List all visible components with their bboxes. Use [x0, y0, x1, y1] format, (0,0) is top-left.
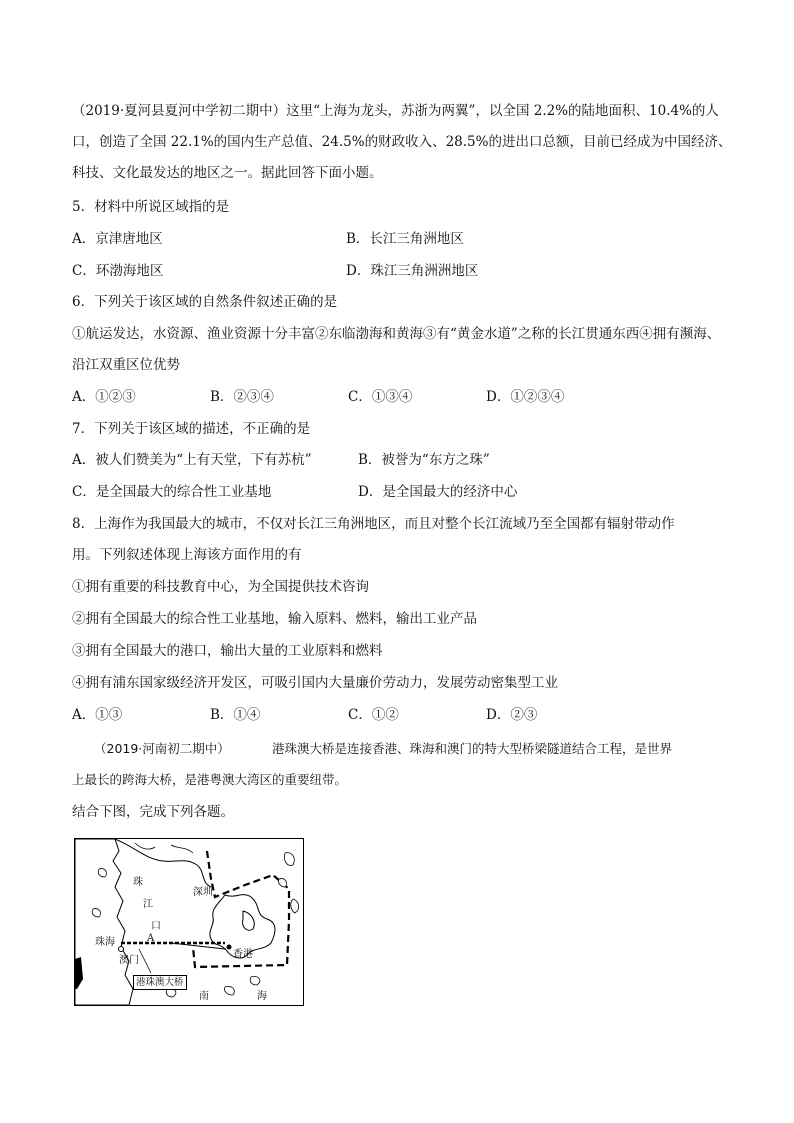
passage2-text-line-1: 港珠澳大桥是连接香港、珠海和澳门的特大型桥梁隧道结合工程，是世界 — [272, 741, 673, 756]
q6-statements-line-1: ①航运发达，水资源、渔业资源十分丰富②东临渤海和黄海③有“黄金水道”之称的长江贯通东西④拥有濒海、 — [72, 326, 721, 342]
q5-option-d[interactable]: D．珠江三角洲洲地区 — [346, 263, 479, 279]
q8-item-3: ③拥有全国最大的港口，输出大量的工业原料和燃料 — [72, 643, 383, 659]
q7-option-a[interactable]: A．被人们赞美为“上有天堂，下有苏杭” — [72, 452, 312, 468]
q7-option-b[interactable]: B．被誉为“东方之珠” — [358, 452, 490, 468]
q8-option-c[interactable]: C．①② — [348, 707, 399, 723]
map-label-nan: 南 — [199, 991, 209, 1002]
q6-option-a[interactable]: A．①②③ — [72, 389, 136, 405]
q5-option-a[interactable]: A．京津唐地区 — [72, 231, 163, 247]
q7-option-c[interactable]: C．是全国最大的综合性工业基地 — [72, 484, 272, 500]
q8-item-4: ④拥有浦东国家级经济开发区，可吸引国内大量廉价劳动力，发展劳动密集型工业 — [72, 675, 558, 691]
map-label-shenzhen: 深圳 — [193, 887, 213, 898]
q8-option-a[interactable]: A．①③ — [72, 707, 123, 723]
q6-option-c[interactable]: C．①③④ — [348, 389, 413, 405]
passage2-source: （2019·河南初二期中） — [94, 741, 230, 756]
q6-statements-line-2: 沿江双重区位优势 — [72, 357, 180, 373]
q7-option-d[interactable]: D．是全国最大的经济中心 — [358, 484, 518, 500]
passage2-text-line-2: 上最长的跨海大桥，是港粤澳大湾区的重要纽带。 — [72, 772, 348, 787]
pearl-river-map — [74, 838, 304, 1006]
map-label-bridge: 港珠澳大桥 — [133, 975, 187, 990]
q8-stem-line-2: 用。下列叙述体现上海该方面作用的有 — [72, 547, 302, 563]
intro-line-1: （2019·夏河县夏河中学初二期中）这里“上海为龙头，苏浙为两翼”，以全国 2.2%的陆地面积、10.4%的人 — [72, 103, 719, 119]
q8-option-b[interactable]: B．①④ — [210, 707, 261, 723]
q5-option-b[interactable]: B．长江三角洲地区 — [346, 231, 464, 247]
q8-item-2: ②拥有全国最大的综合性工业基地，输入原料、燃料，输出工业产品 — [72, 611, 477, 627]
intro-line-2: 口，创造了全国 22.1%的国内生产总值、24.5%的财政收入、28.5%的进出口总额，目前已经成为中国经济、 — [72, 134, 732, 150]
q7-stem: 7．下列关于该区域的描述，不正确的是 — [72, 421, 311, 437]
map-label-xianggang: 香港 — [233, 949, 253, 960]
map-label-jiang: 江 — [143, 899, 153, 910]
q6-option-b[interactable]: B．②③④ — [210, 389, 274, 405]
map-label-kou: 口 — [151, 921, 161, 932]
map-label-zhu: 珠 — [133, 877, 143, 888]
map-label-a: A — [147, 933, 155, 944]
map-drawing — [75, 839, 303, 1005]
q5-stem: 5．材料中所说区域指的是 — [72, 199, 230, 215]
q8-option-d[interactable]: D．②③ — [486, 707, 538, 723]
q6-option-d[interactable]: D．①②③④ — [486, 389, 565, 405]
map-label-hai: 海 — [257, 991, 267, 1002]
map-label-aomen: 澳门 — [119, 955, 139, 966]
intro-line-3: 科技、文化最发达的地区之一。据此回答下面小题。 — [72, 165, 383, 181]
map-label-zhuhai: 珠海 — [95, 937, 115, 948]
q8-stem-line-1: 8．上海作为我国最大的城市，不仅对长江三角洲地区，而且对整个长江流域乃至全国都有辐射带动作 — [72, 516, 675, 532]
passage2-instruction: 结合下图，完成下列各题。 — [72, 804, 234, 820]
q5-option-c[interactable]: C．环渤海地区 — [72, 263, 164, 279]
q6-stem: 6．下列关于该区域的自然条件叙述正确的是 — [72, 294, 338, 310]
q8-item-1: ①拥有重要的科技教育中心，为全国提供技术咨询 — [72, 579, 369, 595]
